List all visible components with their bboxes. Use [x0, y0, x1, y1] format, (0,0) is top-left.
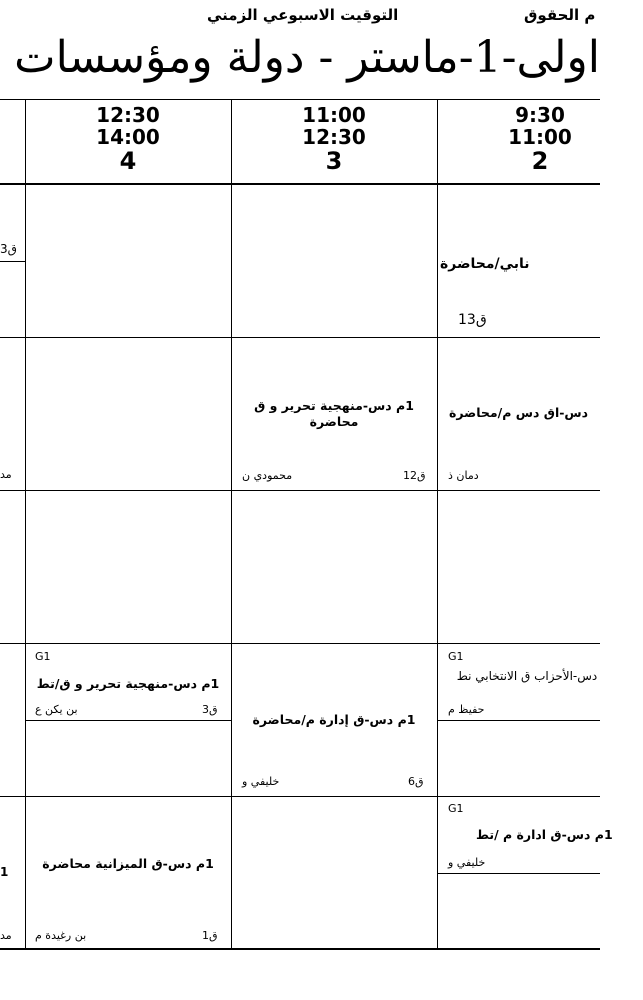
- slot-start: 11:00: [302, 103, 366, 127]
- slot-number: 2: [531, 147, 549, 175]
- slot-end: 12:30: [302, 125, 366, 149]
- column-header-3: [231, 104, 437, 174]
- group-label: G1: [448, 802, 464, 815]
- slot-number: 4: [119, 147, 137, 175]
- class-room: ق13: [458, 312, 487, 328]
- row-divider: [0, 490, 600, 491]
- row-divider: [0, 643, 600, 644]
- column-header-2: [437, 104, 643, 174]
- table-bottom-border: [0, 948, 600, 950]
- cell-split-line: [25, 720, 231, 721]
- cut-cell-teacher: مد: [0, 929, 12, 942]
- class-room: ق6: [408, 775, 424, 788]
- class-title: 1م دس-ق الميزانية محاضرة: [42, 856, 214, 871]
- class-title: دس-اق دس م/محاضرة: [449, 405, 589, 420]
- class-teacher: محمودي ن: [242, 469, 293, 482]
- class-title: نابي/محاضرة: [440, 256, 530, 272]
- column-divider: [437, 99, 438, 949]
- class-title: 1م دس-ق إدارة م/محاضرة: [252, 712, 416, 727]
- class-teacher: خليفي و: [242, 775, 280, 788]
- class-teacher: بن يكن ع: [35, 703, 78, 716]
- row-divider: [0, 796, 600, 797]
- header-left-fragment: م الحقوق: [524, 6, 596, 24]
- group-label: G1: [35, 650, 51, 663]
- class-room: ق12: [403, 469, 426, 482]
- schedule-heading: التوقيت الاسبوعي الزمني: [207, 6, 399, 24]
- class-title: 1م دس-منهجية تحرير و ق/تط: [36, 676, 220, 691]
- column-divider: [231, 99, 232, 949]
- class-teacher: دمان ذ: [448, 469, 479, 482]
- slot-end: 11:00: [508, 125, 572, 149]
- column-divider: [25, 99, 26, 949]
- cut-cell-fragment: 1: [0, 865, 9, 879]
- column-header-4: [25, 104, 231, 174]
- slot-start: 12:30: [96, 103, 160, 127]
- header-row-border: [0, 183, 600, 185]
- class-title: 1م دس-ق ادارة م /تط: [476, 827, 613, 842]
- class-room: ق3: [202, 703, 218, 716]
- cell-split-line: [0, 261, 25, 262]
- class-teacher: حفيظ م: [448, 703, 485, 716]
- row-divider: [0, 337, 600, 338]
- slot-end: 14:00: [96, 125, 160, 149]
- cell-split-line: [437, 873, 600, 874]
- group-label: G1: [448, 650, 464, 663]
- class-teacher: بن رغيدة م: [35, 929, 87, 942]
- page-title: اولى-1-ماستر - دولة ومؤسسات: [14, 32, 600, 83]
- class-title: دس-الأحزاب ق الانتخابي نط: [456, 669, 598, 683]
- cut-cell-teacher: مد: [0, 468, 12, 481]
- class-room: ق1: [202, 929, 218, 942]
- class-title: 1م دس-منهجية تحرير و ق محاضرة: [254, 398, 414, 429]
- cut-cell-room: ق3: [0, 242, 17, 256]
- slot-start: 9:30: [515, 103, 565, 127]
- table-top-border: [0, 99, 600, 100]
- slot-number: 3: [325, 147, 343, 175]
- class-teacher: خليفي و: [448, 856, 486, 869]
- cell-split-line: [437, 720, 600, 721]
